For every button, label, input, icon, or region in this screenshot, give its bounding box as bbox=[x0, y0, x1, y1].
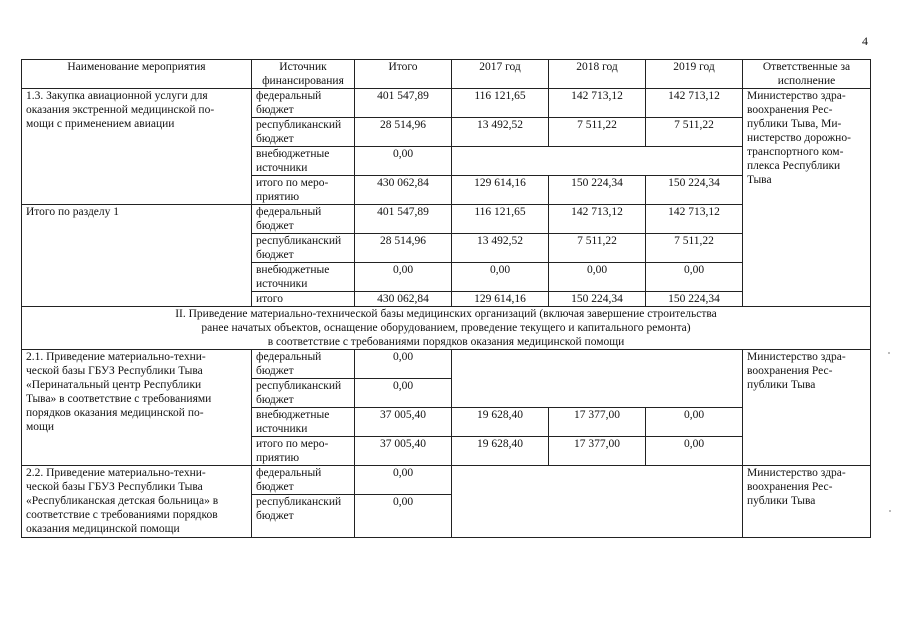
amount-2019: 150 224,34 bbox=[646, 292, 743, 307]
amount-2019: 0,00 bbox=[646, 263, 743, 292]
header-source: Источник финансирования bbox=[252, 60, 355, 89]
amount-2019: 0,00 bbox=[646, 437, 743, 466]
amount-2019: 150 224,34 bbox=[646, 176, 743, 205]
header-2019: 2019 год bbox=[646, 60, 743, 89]
responsible-party: Министерство здра- воохранения Рес- публики Тыва bbox=[743, 350, 871, 466]
amount-2018: 150 224,34 bbox=[549, 292, 646, 307]
funding-source: республиканский бюджет bbox=[252, 379, 355, 408]
amount-2019: 0,00 bbox=[646, 408, 743, 437]
table-row bbox=[22, 89, 871, 118]
amount-2017: 13 492,52 bbox=[452, 118, 549, 147]
amount-empty bbox=[452, 350, 743, 408]
activity-name: 1.3. Закупка авиационной услуги для оказания экстренной медицинской по- мощи с применением авиации bbox=[22, 89, 252, 205]
amount-2019: 7 511,22 bbox=[646, 118, 743, 147]
funding-source: итого по меро- приятию bbox=[252, 176, 355, 205]
header-responsible: Ответственные за исполнение bbox=[743, 60, 871, 89]
amount-total: 28 514,96 bbox=[355, 118, 452, 147]
amount-2017: 116 121,65 bbox=[452, 205, 549, 234]
amount-total: 0,00 bbox=[355, 379, 452, 408]
funding-source: республиканский бюджет bbox=[252, 495, 355, 538]
activity-name: 2.2. Приведение материально-техни- ческой базы ГБУЗ Республики Тыва «Республиканская детская больница» в соответствие с требованиями порядков оказания медицинской помощи bbox=[22, 466, 252, 538]
amount-total: 401 547,89 bbox=[355, 89, 452, 118]
amount-total: 0,00 bbox=[355, 263, 452, 292]
amount-2017: 116 121,65 bbox=[452, 89, 549, 118]
funding-source: внебюджетные источники bbox=[252, 408, 355, 437]
funding-source: итого по меро- приятию bbox=[252, 437, 355, 466]
amount-2017: 0,00 bbox=[452, 263, 549, 292]
amount-2017: 129 614,16 bbox=[452, 176, 549, 205]
amount-total: 37 005,40 bbox=[355, 437, 452, 466]
funding-source: федеральный бюджет bbox=[252, 89, 355, 118]
amount-total: 0,00 bbox=[355, 350, 452, 379]
responsible-party: Министерство здра- воохранения Рес- публики Тыва bbox=[743, 466, 871, 538]
amount-2017: 129 614,16 bbox=[452, 292, 549, 307]
page-number: 4 bbox=[862, 34, 868, 48]
header-2018: 2018 год bbox=[549, 60, 646, 89]
funding-source: республиканский бюджет bbox=[252, 234, 355, 263]
amount-2019: 7 511,22 bbox=[646, 234, 743, 263]
amount-empty bbox=[452, 147, 743, 176]
amount-total: 401 547,89 bbox=[355, 205, 452, 234]
responsible-party: Министерство здра- воохранения Рес- публики Тыва, Ми- нистерство дорожно- транспортного ком- плекса Республики Тыва bbox=[743, 89, 871, 307]
amount-2017: 19 628,40 bbox=[452, 437, 549, 466]
amount-total: 0,00 bbox=[355, 495, 452, 538]
scan-speck bbox=[888, 352, 890, 354]
amount-2018: 142 713,12 bbox=[549, 205, 646, 234]
amount-total: 430 062,84 bbox=[355, 176, 452, 205]
amount-2018: 17 377,00 bbox=[549, 408, 646, 437]
header-total: Итого bbox=[355, 60, 452, 89]
funding-source: федеральный бюджет bbox=[252, 205, 355, 234]
table-row bbox=[22, 466, 871, 495]
amount-total: 0,00 bbox=[355, 147, 452, 176]
amount-2017: 19 628,40 bbox=[452, 408, 549, 437]
amount-2018: 7 511,22 bbox=[549, 118, 646, 147]
amount-total: 28 514,96 bbox=[355, 234, 452, 263]
amount-empty bbox=[452, 466, 743, 538]
amount-total: 0,00 bbox=[355, 466, 452, 495]
activity-name: 2.1. Приведение материально-техни- ческой базы ГБУЗ Республики Тыва «Перинатальный центр Республики Тыва» в соответствие с требованиями порядков оказания медицинской по- мощи bbox=[22, 350, 252, 466]
financing-table bbox=[21, 59, 871, 538]
amount-total: 430 062,84 bbox=[355, 292, 452, 307]
header-name: Наименование мероприятия bbox=[22, 60, 252, 89]
funding-source: федеральный бюджет bbox=[252, 466, 355, 495]
section-total-name: Итого по разделу 1 bbox=[22, 205, 252, 307]
amount-total: 37 005,40 bbox=[355, 408, 452, 437]
amount-2019: 142 713,12 bbox=[646, 205, 743, 234]
scan-speck bbox=[889, 510, 891, 512]
funding-source: итого bbox=[252, 292, 355, 307]
amount-2017: 13 492,52 bbox=[452, 234, 549, 263]
amount-2018: 142 713,12 bbox=[549, 89, 646, 118]
amount-2018: 7 511,22 bbox=[549, 234, 646, 263]
section-title-row bbox=[22, 307, 871, 350]
header-2017: 2017 год bbox=[452, 60, 549, 89]
funding-source: федеральный бюджет bbox=[252, 350, 355, 379]
section-2-title: II. Приведение материально-технической базы медицинских организаций (включая завершение строительства ранее начатых объектов, оснащение оборудованием, проведение текущего и капитального ремонта) в соответствие с требованиями порядков оказания медицинской помощи bbox=[22, 307, 871, 350]
header-row bbox=[22, 60, 871, 89]
amount-2018: 17 377,00 bbox=[549, 437, 646, 466]
amount-2019: 142 713,12 bbox=[646, 89, 743, 118]
amount-2018: 150 224,34 bbox=[549, 176, 646, 205]
table-row bbox=[22, 350, 871, 379]
funding-source: внебюджетные источники bbox=[252, 263, 355, 292]
funding-source: внебюджетные источники bbox=[252, 147, 355, 176]
amount-2018: 0,00 bbox=[549, 263, 646, 292]
funding-source: республиканский бюджет bbox=[252, 118, 355, 147]
